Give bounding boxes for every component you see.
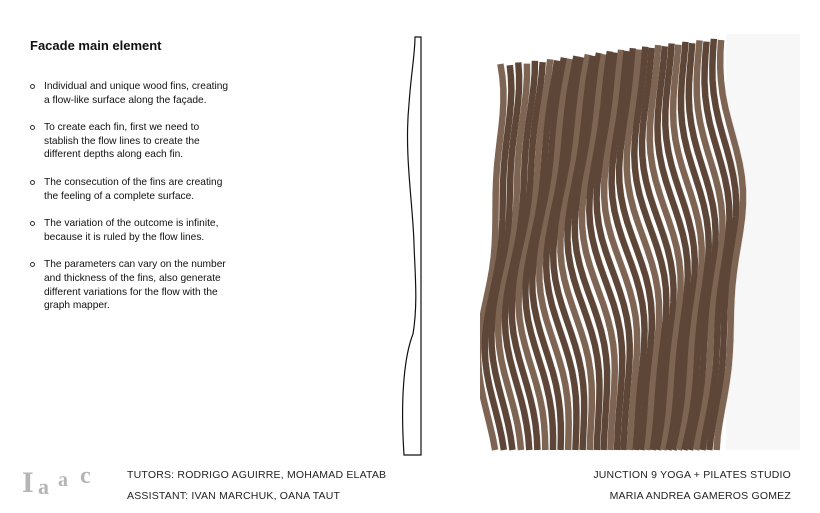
bullet-text: To create each fin, first we need to stablish the flow lines to create the different depths along each fin. (44, 122, 200, 161)
svg-text:c: c (80, 464, 91, 489)
page-title: Facade main element (30, 38, 162, 53)
list-item (30, 80, 230, 107)
list-item (30, 176, 230, 203)
bullet-text: The consecution of the fins are creating the feeling of a complete surface. (44, 176, 223, 202)
project-title: JUNCTION 9 YOGA + PILATES STUDIO (593, 469, 791, 481)
bullet-icon (30, 125, 35, 130)
bullet-icon (30, 221, 35, 226)
list-item (30, 217, 230, 244)
bullet-icon (30, 180, 35, 185)
bullet-text: The parameters can vary on the number and thickness of the fins, also generate different variations for the flow with the graph mapper. (44, 259, 226, 312)
bullet-text: Individual and unique wood fins, creating a flow-like surface along the façade. (44, 81, 229, 106)
list-item (30, 258, 230, 312)
bullet-icon (30, 262, 35, 267)
tutors-credit: TUTORS: RODRIGO AGUIRRE, MOHAMAD ELATAB (127, 469, 387, 481)
bullet-text: The variation of the outcome is infinite, because it is ruled by the flow lines. (44, 218, 219, 243)
list-item (30, 121, 230, 162)
author-name: MARIA ANDREA GAMEROS GOMEZ (609, 490, 791, 502)
svg-text:a: a (58, 469, 68, 491)
assistant-credit: ASSISTANT: IVAN MARCHUK, OANA TAUT (127, 490, 341, 502)
bullet-icon (30, 84, 35, 89)
iaac-logo (20, 464, 110, 496)
bullet-list (30, 80, 230, 313)
fin-profile-drawing (398, 34, 426, 458)
wood-fins (480, 39, 747, 450)
svg-text:I: I (22, 466, 34, 496)
facade-render (480, 30, 800, 452)
svg-text:a: a (38, 474, 49, 496)
